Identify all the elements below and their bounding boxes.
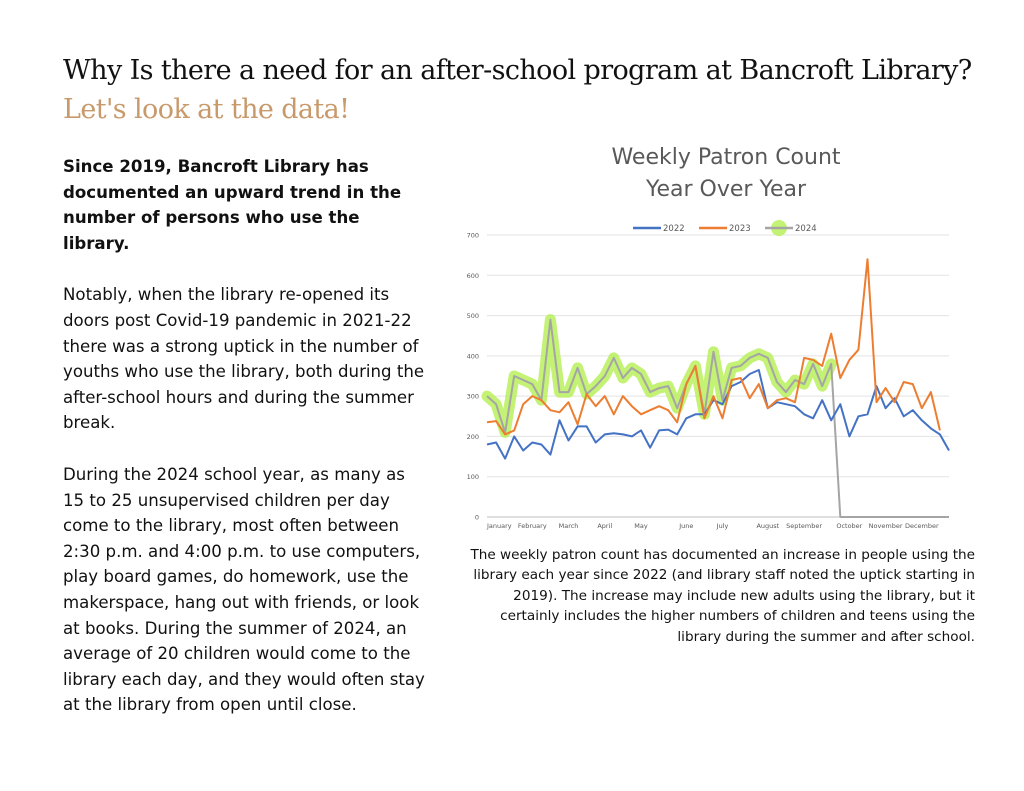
patron-chart bbox=[461, 136, 970, 532]
y-tick-label: 400 bbox=[466, 352, 479, 361]
legend-label-2024: 2024 bbox=[795, 224, 817, 234]
paragraph-reopening: Notably, when the library re-opened its doors post Covid-19 pandemic in 2021-22 there was a strong uptick in the number of youths who use the library, both during the after-school hours and during the summer break. bbox=[63, 285, 425, 433]
y-tick-label: 0 bbox=[474, 513, 479, 522]
y-tick-label: 700 bbox=[466, 231, 479, 240]
x-tick-label: May bbox=[634, 522, 648, 530]
x-tick-label: March bbox=[558, 522, 579, 530]
chart-caption: The weekly patron count has documented an increase in people using the library each year since 2022 (and library staff noted the uptick starting in 2019). The increase may include new adults using the library, but it certainly includes the higher numbers of children and teens using the library during the summer and after school. bbox=[470, 547, 975, 645]
paragraph-2024: During the 2024 school year, as many as 15 to 25 unsupervised children per day come to the library, most often between 2:30 p.m. and 4:00 p.m. to use computers, play board games, do homework, use the makerspace, hang out with friends, or look at books. During the summer of 2024, an average of 20 children would come to the library each day, and they would often stay at the library from open until close. bbox=[63, 464, 425, 715]
y-tick-label: 100 bbox=[466, 473, 479, 482]
y-tick-label: 300 bbox=[466, 392, 479, 401]
legend-label-2023: 2023 bbox=[729, 224, 751, 234]
x-tick-label: November bbox=[868, 522, 903, 530]
chart-svg bbox=[461, 136, 970, 532]
x-tick-label: September bbox=[786, 522, 823, 530]
x-tick-label: January bbox=[487, 522, 512, 530]
legend-label-2022: 2022 bbox=[663, 224, 685, 234]
y-tick-label: 200 bbox=[466, 432, 479, 441]
x-tick-label: February bbox=[517, 522, 547, 530]
y-tick-label: 600 bbox=[466, 271, 479, 280]
page-subheading: Let's look at the data! bbox=[63, 94, 350, 125]
y-tick-label: 500 bbox=[466, 312, 479, 321]
page-heading: Why Is there a need for an after-school program at Bancroft Library? bbox=[63, 55, 972, 86]
body-text-column bbox=[63, 154, 431, 744]
x-tick-label: August bbox=[756, 522, 780, 530]
lead-paragraph: Since 2019, Bancroft Library has documented an upward trend in the number of persons who use the library. bbox=[63, 157, 402, 253]
x-tick-label: June bbox=[679, 522, 694, 530]
chart-title-line-1: Weekly Patron Count bbox=[611, 145, 841, 170]
x-tick-label: April bbox=[597, 522, 613, 530]
x-tick-label: October bbox=[836, 522, 863, 530]
x-tick-label: December bbox=[904, 522, 939, 530]
x-tick-label: July bbox=[716, 522, 729, 530]
chart-title-line-2: Year Over Year bbox=[645, 177, 807, 202]
